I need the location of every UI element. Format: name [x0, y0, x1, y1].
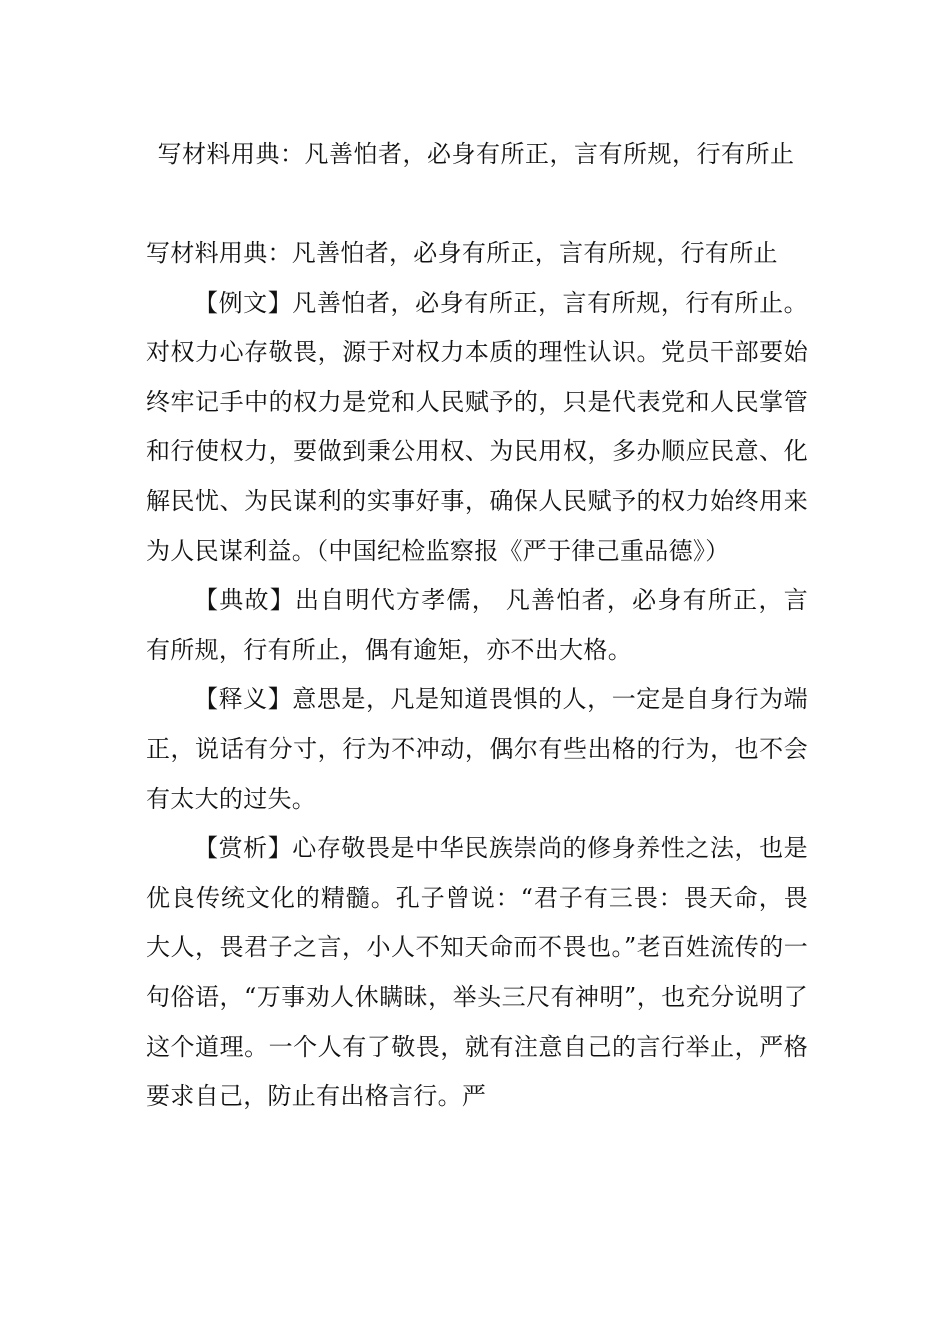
allusion-text: 出自明代方孝儒， 凡善怕者，必身有所正，言有所规，行有所止，偶有逾矩，亦不出大格。: [146, 586, 808, 664]
example-text: 凡善怕者，必身有所正，言有所规，行有所止。对权力心存敬畏，源于对权力本质的理性认识。党员干部要始终牢记手中的权力是党和人民赋予的，只是代表党和人民掌管和行使权力，要做到秉公用权、为民用权，多办顺应民意、化解民忧、为民谋利的实事好事，确保人民赋予的权力始终用来为人民谋利益。（中国纪检监察报《严于律己重品德》）: [146, 288, 808, 565]
appreciation-tag: 【赏析】: [194, 834, 293, 863]
meaning-text: 意思是，凡是知道畏惧的人，一定是自身行为端正，说话有分寸，行为不冲动，偶尔有些出格的行为，也不会有太大的过失。: [146, 685, 808, 813]
appreciation-text: 心存敬畏是中华民族崇尚的修身养性之法，也是优良传统文化的精髓。孔子曾说：“君子有三畏：畏天命，畏大人，畏君子之言，小人不知天命而不畏也。”老百姓流传的一句俗语，“万事劝人休瞒昧，举头三尺有神明”，也充分说明了这个道理。一个人有了敬畏，就有注意自己的言行举止，严格要求自己，防止有出格言行。严: [146, 834, 808, 1111]
document-heading: 写材料用典：凡善怕者，必身有所正，言有所规，行有所止: [146, 239, 778, 267]
example-paragraph: [146, 279, 808, 577]
document-title: 写材料用典：凡善怕者，必身有所正，言有所规，行有所止: [157, 140, 795, 168]
allusion-tag: 【典故】: [194, 586, 296, 615]
allusion-paragraph: [146, 576, 808, 675]
meaning-paragraph: [146, 675, 808, 824]
example-tag: 【例文】: [194, 288, 293, 317]
meaning-tag: 【释义】: [194, 685, 293, 714]
document-body: [146, 229, 808, 1122]
appreciation-paragraph: [146, 824, 808, 1122]
